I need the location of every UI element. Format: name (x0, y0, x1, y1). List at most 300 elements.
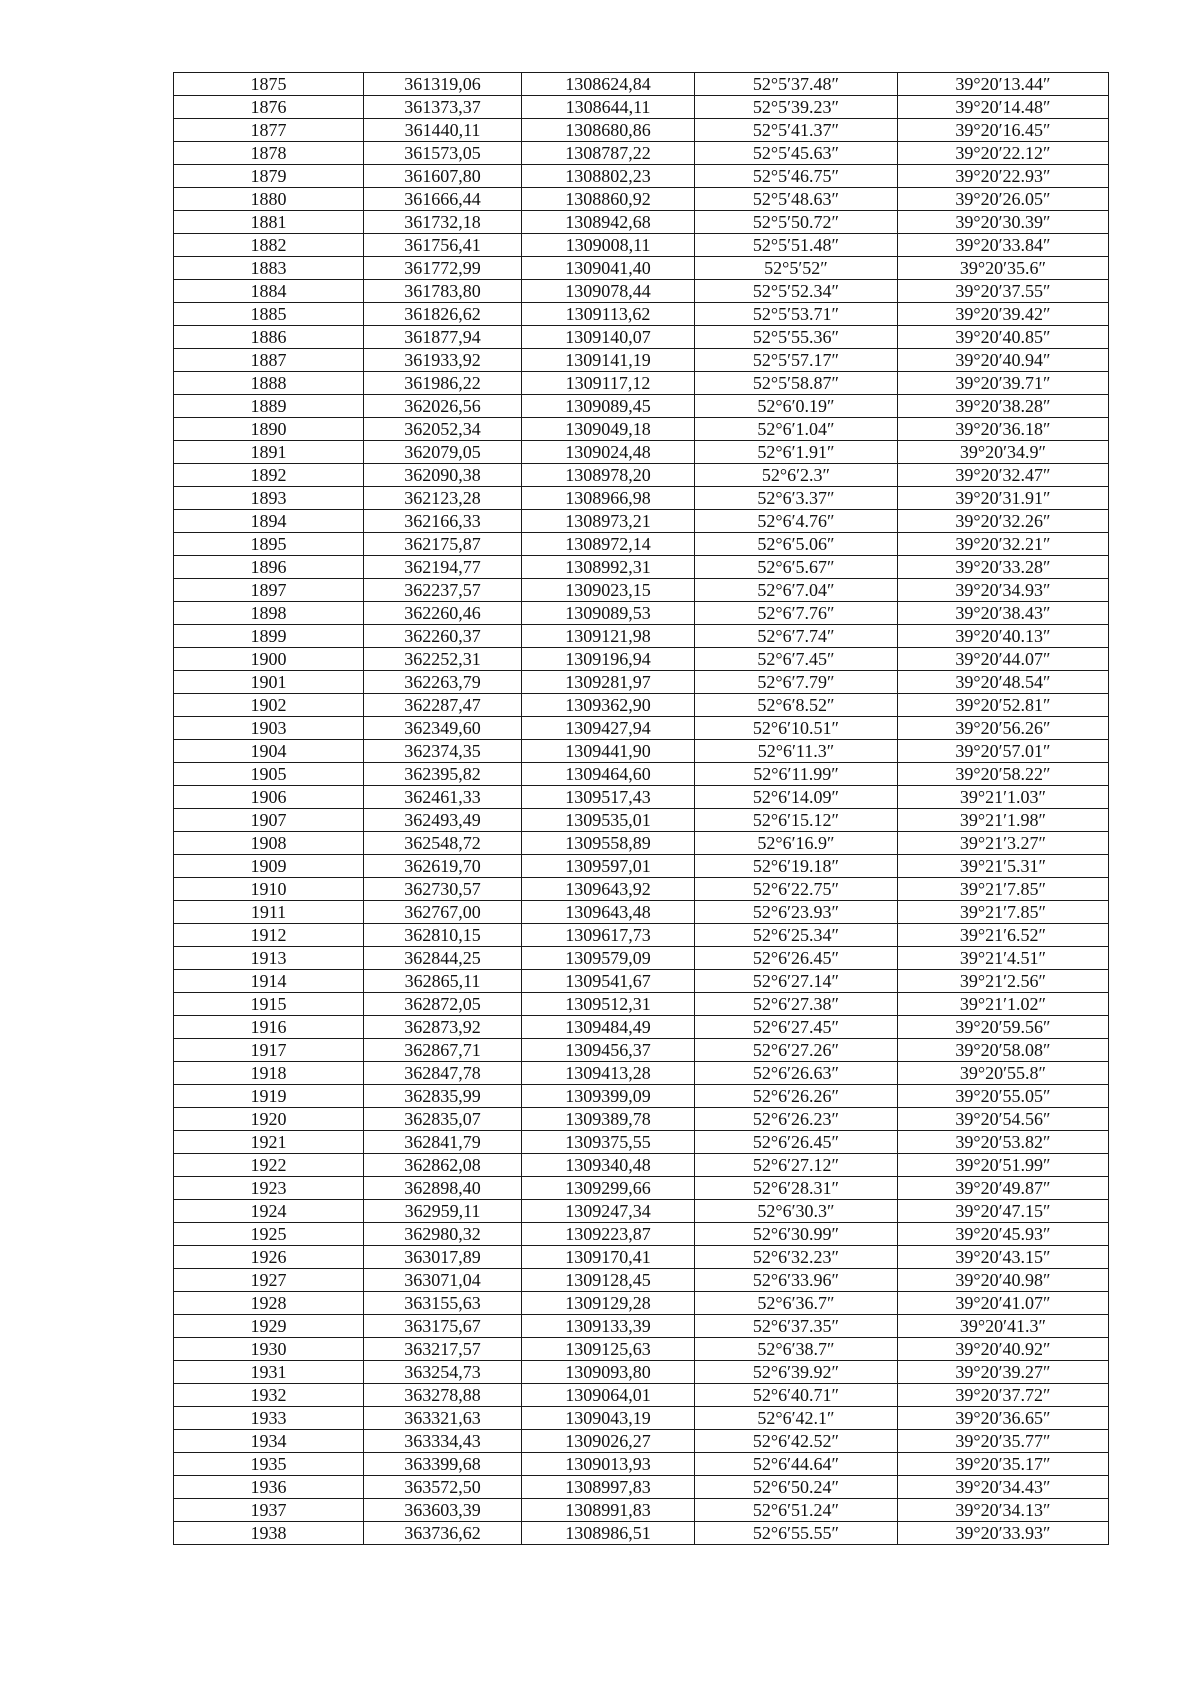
longitude-cell: 39°20′34.13″ (898, 1499, 1109, 1522)
x-coordinate-cell: 362026,56 (364, 395, 522, 418)
x-coordinate-cell: 362194,77 (364, 556, 522, 579)
longitude-cell: 39°20′58.22″ (898, 763, 1109, 786)
y-coordinate-cell: 1308992,31 (522, 556, 695, 579)
x-coordinate-cell: 361826,62 (364, 303, 522, 326)
x-coordinate-cell: 362461,33 (364, 786, 522, 809)
y-coordinate-cell: 1308942,68 (522, 211, 695, 234)
latitude-cell: 52°6′33.96″ (695, 1269, 898, 1292)
table-row (174, 809, 1109, 832)
point-number-cell: 1889 (174, 395, 364, 418)
latitude-cell: 52°6′27.14″ (695, 970, 898, 993)
latitude-cell: 52°5′52″ (695, 257, 898, 280)
y-coordinate-cell: 1308787,22 (522, 142, 695, 165)
longitude-cell: 39°20′45.93″ (898, 1223, 1109, 1246)
table-row (174, 303, 1109, 326)
x-coordinate-cell: 363321,63 (364, 1407, 522, 1430)
longitude-cell: 39°20′43.15″ (898, 1246, 1109, 1269)
y-coordinate-cell: 1309517,43 (522, 786, 695, 809)
longitude-cell: 39°20′38.43″ (898, 602, 1109, 625)
latitude-cell: 52°6′55.55″ (695, 1522, 898, 1545)
table-row (174, 1476, 1109, 1499)
longitude-cell: 39°20′34.43″ (898, 1476, 1109, 1499)
table-row (174, 1085, 1109, 1108)
latitude-cell: 52°5′48.63″ (695, 188, 898, 211)
x-coordinate-cell: 361986,22 (364, 372, 522, 395)
table-row (174, 372, 1109, 395)
latitude-cell: 52°6′30.99″ (695, 1223, 898, 1246)
y-coordinate-cell: 1309049,18 (522, 418, 695, 441)
x-coordinate-cell: 362349,60 (364, 717, 522, 740)
x-coordinate-cell: 361373,37 (364, 96, 522, 119)
y-coordinate-cell: 1309512,31 (522, 993, 695, 1016)
point-number-cell: 1895 (174, 533, 364, 556)
point-number-cell: 1884 (174, 280, 364, 303)
y-coordinate-cell: 1308997,83 (522, 1476, 695, 1499)
x-coordinate-cell: 362252,31 (364, 648, 522, 671)
y-coordinate-cell: 1309117,12 (522, 372, 695, 395)
x-coordinate-cell: 362835,07 (364, 1108, 522, 1131)
x-coordinate-cell: 362619,70 (364, 855, 522, 878)
longitude-cell: 39°20′41.07″ (898, 1292, 1109, 1315)
longitude-cell: 39°21′5.31″ (898, 855, 1109, 878)
latitude-cell: 52°5′39.23″ (695, 96, 898, 119)
latitude-cell: 52°6′36.7″ (695, 1292, 898, 1315)
y-coordinate-cell: 1309617,73 (522, 924, 695, 947)
y-coordinate-cell: 1309597,01 (522, 855, 695, 878)
table-row (174, 1177, 1109, 1200)
table-row (174, 349, 1109, 372)
y-coordinate-cell: 1309121,98 (522, 625, 695, 648)
longitude-cell: 39°20′53.82″ (898, 1131, 1109, 1154)
table-row (174, 73, 1109, 96)
longitude-cell: 39°20′55.05″ (898, 1085, 1109, 1108)
y-coordinate-cell: 1309024,48 (522, 441, 695, 464)
longitude-cell: 39°21′4.51″ (898, 947, 1109, 970)
latitude-cell: 52°6′22.75″ (695, 878, 898, 901)
point-number-cell: 1916 (174, 1016, 364, 1039)
latitude-cell: 52°6′27.45″ (695, 1016, 898, 1039)
y-coordinate-cell: 1309281,97 (522, 671, 695, 694)
table-row (174, 625, 1109, 648)
y-coordinate-cell: 1308624,84 (522, 73, 695, 96)
y-coordinate-cell: 1309141,19 (522, 349, 695, 372)
table-row (174, 671, 1109, 694)
x-coordinate-cell: 361440,11 (364, 119, 522, 142)
x-coordinate-cell: 361756,41 (364, 234, 522, 257)
table-row (174, 1108, 1109, 1131)
y-coordinate-cell: 1309362,90 (522, 694, 695, 717)
table-row (174, 211, 1109, 234)
table-row (174, 533, 1109, 556)
latitude-cell: 52°6′11.99″ (695, 763, 898, 786)
latitude-cell: 52°6′26.63″ (695, 1062, 898, 1085)
longitude-cell: 39°20′51.99″ (898, 1154, 1109, 1177)
longitude-cell: 39°20′22.93″ (898, 165, 1109, 188)
table-row (174, 234, 1109, 257)
longitude-cell: 39°20′31.91″ (898, 487, 1109, 510)
x-coordinate-cell: 362959,11 (364, 1200, 522, 1223)
table-row (174, 418, 1109, 441)
y-coordinate-cell: 1309125,63 (522, 1338, 695, 1361)
table-row (174, 832, 1109, 855)
x-coordinate-cell: 363254,73 (364, 1361, 522, 1384)
y-coordinate-cell: 1309643,92 (522, 878, 695, 901)
x-coordinate-cell: 362493,49 (364, 809, 522, 832)
latitude-cell: 52°6′7.79″ (695, 671, 898, 694)
point-number-cell: 1891 (174, 441, 364, 464)
table-row (174, 1292, 1109, 1315)
point-number-cell: 1915 (174, 993, 364, 1016)
table-row (174, 1430, 1109, 1453)
y-coordinate-cell: 1308978,20 (522, 464, 695, 487)
table-row (174, 901, 1109, 924)
latitude-cell: 52°6′3.37″ (695, 487, 898, 510)
coordinates-table (173, 72, 1109, 1545)
table-row (174, 1269, 1109, 1292)
coordinates-table-body (174, 73, 1109, 1545)
latitude-cell: 52°5′46.75″ (695, 165, 898, 188)
latitude-cell: 52°6′26.26″ (695, 1085, 898, 1108)
point-number-cell: 1910 (174, 878, 364, 901)
latitude-cell: 52°6′27.26″ (695, 1039, 898, 1062)
longitude-cell: 39°20′32.26″ (898, 510, 1109, 533)
point-number-cell: 1877 (174, 119, 364, 142)
y-coordinate-cell: 1309129,28 (522, 1292, 695, 1315)
point-number-cell: 1899 (174, 625, 364, 648)
x-coordinate-cell: 363175,67 (364, 1315, 522, 1338)
point-number-cell: 1876 (174, 96, 364, 119)
x-coordinate-cell: 362260,37 (364, 625, 522, 648)
x-coordinate-cell: 362841,79 (364, 1131, 522, 1154)
y-coordinate-cell: 1309140,07 (522, 326, 695, 349)
x-coordinate-cell: 363278,88 (364, 1384, 522, 1407)
x-coordinate-cell: 363572,50 (364, 1476, 522, 1499)
longitude-cell: 39°20′37.72″ (898, 1384, 1109, 1407)
y-coordinate-cell: 1309375,55 (522, 1131, 695, 1154)
longitude-cell: 39°20′59.56″ (898, 1016, 1109, 1039)
longitude-cell: 39°20′33.93″ (898, 1522, 1109, 1545)
point-number-cell: 1934 (174, 1430, 364, 1453)
y-coordinate-cell: 1309008,11 (522, 234, 695, 257)
x-coordinate-cell: 362166,33 (364, 510, 522, 533)
table-row (174, 602, 1109, 625)
point-number-cell: 1886 (174, 326, 364, 349)
point-number-cell: 1908 (174, 832, 364, 855)
longitude-cell: 39°20′48.54″ (898, 671, 1109, 694)
x-coordinate-cell: 361772,99 (364, 257, 522, 280)
x-coordinate-cell: 362374,35 (364, 740, 522, 763)
table-row (174, 1407, 1109, 1430)
point-number-cell: 1894 (174, 510, 364, 533)
y-coordinate-cell: 1309223,87 (522, 1223, 695, 1246)
table-row (174, 487, 1109, 510)
point-number-cell: 1906 (174, 786, 364, 809)
y-coordinate-cell: 1308680,86 (522, 119, 695, 142)
table-row (174, 556, 1109, 579)
table-row (174, 740, 1109, 763)
table-row (174, 878, 1109, 901)
y-coordinate-cell: 1309413,28 (522, 1062, 695, 1085)
point-number-cell: 1887 (174, 349, 364, 372)
x-coordinate-cell: 361319,06 (364, 73, 522, 96)
table-row (174, 1246, 1109, 1269)
longitude-cell: 39°20′35.6″ (898, 257, 1109, 280)
point-number-cell: 1929 (174, 1315, 364, 1338)
table-row (174, 717, 1109, 740)
table-row (174, 142, 1109, 165)
point-number-cell: 1897 (174, 579, 364, 602)
y-coordinate-cell: 1309064,01 (522, 1384, 695, 1407)
point-number-cell: 1932 (174, 1384, 364, 1407)
longitude-cell: 39°21′1.02″ (898, 993, 1109, 1016)
latitude-cell: 52°6′7.76″ (695, 602, 898, 625)
x-coordinate-cell: 362079,05 (364, 441, 522, 464)
point-number-cell: 1900 (174, 648, 364, 671)
point-number-cell: 1892 (174, 464, 364, 487)
point-number-cell: 1907 (174, 809, 364, 832)
point-number-cell: 1882 (174, 234, 364, 257)
point-number-cell: 1935 (174, 1453, 364, 1476)
longitude-cell: 39°21′6.52″ (898, 924, 1109, 947)
point-number-cell: 1924 (174, 1200, 364, 1223)
point-number-cell: 1938 (174, 1522, 364, 1545)
y-coordinate-cell: 1309247,34 (522, 1200, 695, 1223)
point-number-cell: 1879 (174, 165, 364, 188)
longitude-cell: 39°21′1.03″ (898, 786, 1109, 809)
longitude-cell: 39°20′56.26″ (898, 717, 1109, 740)
table-row (174, 1338, 1109, 1361)
longitude-cell: 39°20′40.85″ (898, 326, 1109, 349)
table-row (174, 648, 1109, 671)
point-number-cell: 1927 (174, 1269, 364, 1292)
y-coordinate-cell: 1309113,62 (522, 303, 695, 326)
point-number-cell: 1923 (174, 1177, 364, 1200)
latitude-cell: 52°6′26.45″ (695, 1131, 898, 1154)
longitude-cell: 39°20′30.39″ (898, 211, 1109, 234)
table-row (174, 395, 1109, 418)
longitude-cell: 39°20′22.12″ (898, 142, 1109, 165)
longitude-cell: 39°20′35.17″ (898, 1453, 1109, 1476)
point-number-cell: 1931 (174, 1361, 364, 1384)
latitude-cell: 52°5′41.37″ (695, 119, 898, 142)
table-row (174, 924, 1109, 947)
x-coordinate-cell: 362867,71 (364, 1039, 522, 1062)
table-row (174, 1522, 1109, 1545)
latitude-cell: 52°6′38.7″ (695, 1338, 898, 1361)
point-number-cell: 1883 (174, 257, 364, 280)
x-coordinate-cell: 362287,47 (364, 694, 522, 717)
x-coordinate-cell: 362260,46 (364, 602, 522, 625)
table-row (174, 763, 1109, 786)
latitude-cell: 52°6′26.23″ (695, 1108, 898, 1131)
latitude-cell: 52°6′27.38″ (695, 993, 898, 1016)
latitude-cell: 52°6′37.35″ (695, 1315, 898, 1338)
x-coordinate-cell: 362767,00 (364, 901, 522, 924)
longitude-cell: 39°20′47.15″ (898, 1200, 1109, 1223)
latitude-cell: 52°6′7.45″ (695, 648, 898, 671)
latitude-cell: 52°5′51.48″ (695, 234, 898, 257)
longitude-cell: 39°20′14.48″ (898, 96, 1109, 119)
point-number-cell: 1920 (174, 1108, 364, 1131)
latitude-cell: 52°6′5.67″ (695, 556, 898, 579)
y-coordinate-cell: 1308991,83 (522, 1499, 695, 1522)
longitude-cell: 39°20′39.71″ (898, 372, 1109, 395)
x-coordinate-cell: 363017,89 (364, 1246, 522, 1269)
y-coordinate-cell: 1309128,45 (522, 1269, 695, 1292)
table-row (174, 993, 1109, 1016)
y-coordinate-cell: 1308802,23 (522, 165, 695, 188)
y-coordinate-cell: 1308644,11 (522, 96, 695, 119)
longitude-cell: 39°20′35.77″ (898, 1430, 1109, 1453)
y-coordinate-cell: 1309464,60 (522, 763, 695, 786)
y-coordinate-cell: 1309484,49 (522, 1016, 695, 1039)
x-coordinate-cell: 362844,25 (364, 947, 522, 970)
latitude-cell: 52°6′11.3″ (695, 740, 898, 763)
x-coordinate-cell: 362835,99 (364, 1085, 522, 1108)
x-coordinate-cell: 362395,82 (364, 763, 522, 786)
point-number-cell: 1878 (174, 142, 364, 165)
table-row (174, 1200, 1109, 1223)
y-coordinate-cell: 1309133,39 (522, 1315, 695, 1338)
x-coordinate-cell: 363071,04 (364, 1269, 522, 1292)
x-coordinate-cell: 363736,62 (364, 1522, 522, 1545)
longitude-cell: 39°20′41.3″ (898, 1315, 1109, 1338)
longitude-cell: 39°20′39.27″ (898, 1361, 1109, 1384)
x-coordinate-cell: 362123,28 (364, 487, 522, 510)
y-coordinate-cell: 1309441,90 (522, 740, 695, 763)
point-number-cell: 1904 (174, 740, 364, 763)
table-row (174, 1315, 1109, 1338)
y-coordinate-cell: 1309013,93 (522, 1453, 695, 1476)
latitude-cell: 52°6′25.34″ (695, 924, 898, 947)
latitude-cell: 52°6′26.45″ (695, 947, 898, 970)
longitude-cell: 39°20′36.18″ (898, 418, 1109, 441)
longitude-cell: 39°21′3.27″ (898, 832, 1109, 855)
y-coordinate-cell: 1309093,80 (522, 1361, 695, 1384)
table-row (174, 510, 1109, 533)
table-row (174, 855, 1109, 878)
point-number-cell: 1922 (174, 1154, 364, 1177)
longitude-cell: 39°20′33.28″ (898, 556, 1109, 579)
x-coordinate-cell: 362980,32 (364, 1223, 522, 1246)
point-number-cell: 1925 (174, 1223, 364, 1246)
x-coordinate-cell: 363334,43 (364, 1430, 522, 1453)
latitude-cell: 52°6′8.52″ (695, 694, 898, 717)
x-coordinate-cell: 362175,87 (364, 533, 522, 556)
x-coordinate-cell: 361666,44 (364, 188, 522, 211)
latitude-cell: 52°6′4.76″ (695, 510, 898, 533)
longitude-cell: 39°20′44.07″ (898, 648, 1109, 671)
point-number-cell: 1890 (174, 418, 364, 441)
y-coordinate-cell: 1309078,44 (522, 280, 695, 303)
latitude-cell: 52°6′0.19″ (695, 395, 898, 418)
x-coordinate-cell: 362730,57 (364, 878, 522, 901)
latitude-cell: 52°6′23.93″ (695, 901, 898, 924)
y-coordinate-cell: 1308860,92 (522, 188, 695, 211)
x-coordinate-cell: 362873,92 (364, 1016, 522, 1039)
table-row (174, 1223, 1109, 1246)
latitude-cell: 52°6′7.04″ (695, 579, 898, 602)
point-number-cell: 1936 (174, 1476, 364, 1499)
latitude-cell: 52°6′39.92″ (695, 1361, 898, 1384)
point-number-cell: 1933 (174, 1407, 364, 1430)
y-coordinate-cell: 1309196,94 (522, 648, 695, 671)
latitude-cell: 52°6′7.74″ (695, 625, 898, 648)
y-coordinate-cell: 1309643,48 (522, 901, 695, 924)
longitude-cell: 39°20′40.92″ (898, 1338, 1109, 1361)
point-number-cell: 1896 (174, 556, 364, 579)
x-coordinate-cell: 363217,57 (364, 1338, 522, 1361)
latitude-cell: 52°6′40.71″ (695, 1384, 898, 1407)
point-number-cell: 1902 (174, 694, 364, 717)
y-coordinate-cell: 1308966,98 (522, 487, 695, 510)
y-coordinate-cell: 1309535,01 (522, 809, 695, 832)
y-coordinate-cell: 1308986,51 (522, 1522, 695, 1545)
point-number-cell: 1880 (174, 188, 364, 211)
point-number-cell: 1905 (174, 763, 364, 786)
y-coordinate-cell: 1309026,27 (522, 1430, 695, 1453)
latitude-cell: 52°6′32.23″ (695, 1246, 898, 1269)
point-number-cell: 1888 (174, 372, 364, 395)
point-number-cell: 1898 (174, 602, 364, 625)
longitude-cell: 39°20′55.8″ (898, 1062, 1109, 1085)
latitude-cell: 52°5′50.72″ (695, 211, 898, 234)
table-row (174, 947, 1109, 970)
latitude-cell: 52°6′50.24″ (695, 1476, 898, 1499)
point-number-cell: 1926 (174, 1246, 364, 1269)
y-coordinate-cell: 1309170,41 (522, 1246, 695, 1269)
y-coordinate-cell: 1309043,19 (522, 1407, 695, 1430)
y-coordinate-cell: 1308973,21 (522, 510, 695, 533)
longitude-cell: 39°21′2.56″ (898, 970, 1109, 993)
latitude-cell: 52°6′42.1″ (695, 1407, 898, 1430)
latitude-cell: 52°5′52.34″ (695, 280, 898, 303)
x-coordinate-cell: 362810,15 (364, 924, 522, 947)
longitude-cell: 39°20′13.44″ (898, 73, 1109, 96)
longitude-cell: 39°20′49.87″ (898, 1177, 1109, 1200)
longitude-cell: 39°20′52.81″ (898, 694, 1109, 717)
longitude-cell: 39°20′40.98″ (898, 1269, 1109, 1292)
longitude-cell: 39°20′54.56″ (898, 1108, 1109, 1131)
latitude-cell: 52°5′37.48″ (695, 73, 898, 96)
longitude-cell: 39°20′26.05″ (898, 188, 1109, 211)
table-row (174, 96, 1109, 119)
x-coordinate-cell: 362052,34 (364, 418, 522, 441)
latitude-cell: 52°6′27.12″ (695, 1154, 898, 1177)
x-coordinate-cell: 362865,11 (364, 970, 522, 993)
table-row (174, 257, 1109, 280)
x-coordinate-cell: 361732,18 (364, 211, 522, 234)
table-row (174, 464, 1109, 487)
latitude-cell: 52°6′2.3″ (695, 464, 898, 487)
table-row (174, 119, 1109, 142)
latitude-cell: 52°5′57.17″ (695, 349, 898, 372)
latitude-cell: 52°6′30.3″ (695, 1200, 898, 1223)
y-coordinate-cell: 1309299,66 (522, 1177, 695, 1200)
latitude-cell: 52°6′15.12″ (695, 809, 898, 832)
y-coordinate-cell: 1309089,45 (522, 395, 695, 418)
y-coordinate-cell: 1308972,14 (522, 533, 695, 556)
y-coordinate-cell: 1309541,67 (522, 970, 695, 993)
longitude-cell: 39°20′38.28″ (898, 395, 1109, 418)
x-coordinate-cell: 362847,78 (364, 1062, 522, 1085)
latitude-cell: 52°5′55.36″ (695, 326, 898, 349)
latitude-cell: 52°6′51.24″ (695, 1499, 898, 1522)
table-row (174, 1384, 1109, 1407)
latitude-cell: 52°5′58.87″ (695, 372, 898, 395)
point-number-cell: 1875 (174, 73, 364, 96)
x-coordinate-cell: 362872,05 (364, 993, 522, 1016)
